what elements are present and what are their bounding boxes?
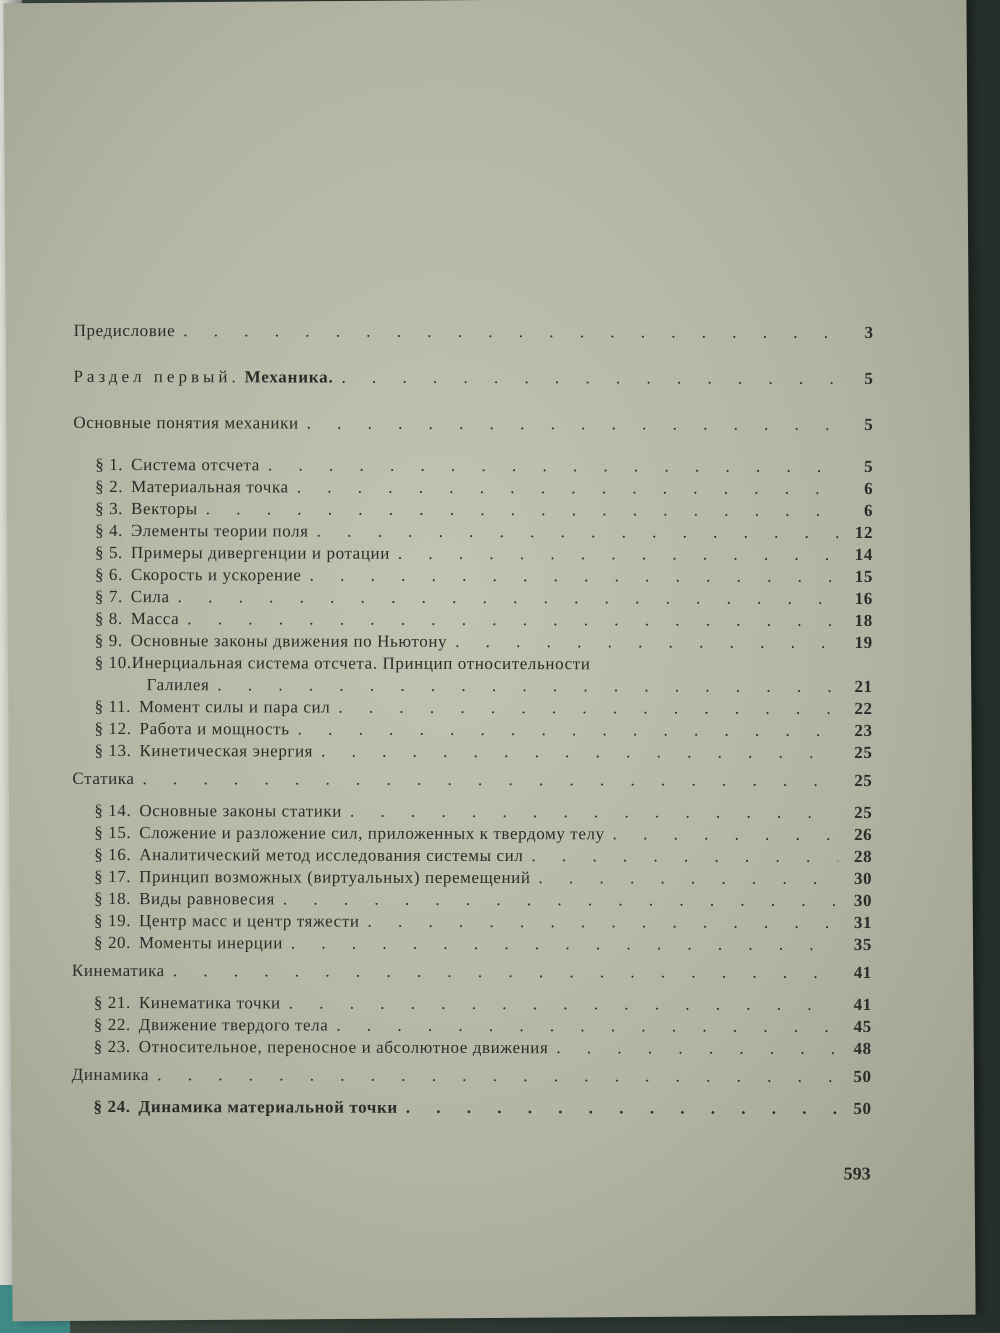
section-number: § 4. (95, 520, 124, 541)
toc-section (72, 845, 872, 869)
toc-page-number: 3 (864, 322, 874, 342)
toc-section (72, 993, 872, 1017)
toc-page-number: 50 (853, 1098, 872, 1118)
section-number: § 16. (94, 844, 132, 865)
section-number: § 11. (94, 696, 132, 717)
leader-dots (368, 912, 839, 933)
toc-section (72, 741, 872, 765)
leader-dots (283, 889, 838, 910)
toc-page-number: 23 (854, 720, 873, 740)
toc-page-number: 25 (854, 770, 873, 790)
toc-section (72, 867, 872, 891)
toc-page-number: 5 (864, 456, 874, 476)
section-number: § 12. (94, 718, 132, 739)
section-number: § 20. (93, 932, 132, 953)
section-title: Моменты инерции (138, 933, 283, 953)
toc-section (73, 609, 873, 633)
leader-dots (350, 802, 838, 823)
toc-chapter-dynamics (72, 1065, 872, 1091)
toc-page-number: 22 (854, 698, 873, 718)
leader-dots (321, 742, 838, 763)
leader-dots (539, 868, 839, 889)
toc-section (72, 801, 872, 825)
section-title: Скорость и ускорение (130, 565, 302, 585)
toc-section-multiline (73, 653, 873, 677)
section-title: Движение твердого тела (138, 1015, 329, 1035)
toc-page-number: 5 (864, 368, 874, 388)
leader-dots (183, 321, 839, 343)
section-number: § 21. (93, 992, 131, 1013)
leader-dots (398, 544, 839, 565)
section-number: § 18. (94, 888, 132, 909)
toc-page-number: 14 (854, 544, 874, 564)
leader-dots (336, 1016, 837, 1037)
toc-entry-title: Основные понятия механики (73, 412, 299, 433)
toc-entry-title: Статика (72, 768, 135, 789)
toc-page-number: 6 (864, 500, 874, 520)
toc-section (73, 697, 873, 721)
toc-section (72, 933, 872, 957)
toc-preface (74, 321, 874, 347)
section-number: § 17. (94, 866, 132, 887)
toc-entry-title: Кинематика (71, 960, 165, 981)
toc-page-number: 19 (854, 632, 873, 652)
toc-page-number: 41 (853, 962, 872, 982)
section-title: Сила (130, 587, 170, 607)
leader-dots (268, 455, 839, 476)
toc-section (72, 889, 872, 913)
leader-dots (317, 522, 840, 543)
leader-dots (298, 719, 839, 740)
section-title: Динамика материальной точки (138, 1097, 398, 1117)
toc-page-number: 6 (864, 478, 874, 498)
toc-page-number: 26 (854, 824, 873, 844)
part-prefix: Раздел первый. (73, 366, 240, 387)
toc-section (73, 455, 873, 479)
leader-dots (556, 1038, 837, 1059)
section-title: Сложение и разложение сил, приложенных к твердому телу (139, 823, 605, 844)
leader-dots (206, 499, 839, 521)
leader-dots (338, 698, 838, 719)
section-number: § 19. (94, 910, 132, 931)
leader-dots (297, 477, 840, 498)
toc-section (73, 477, 873, 501)
toc-entry-title: Предисловие (73, 320, 176, 341)
toc-section (73, 719, 873, 743)
section-number: § 7. (94, 586, 123, 607)
toc-section-continuation (73, 675, 873, 699)
section-title: Основные законы статики (139, 801, 343, 821)
section-title: Векторы (131, 499, 198, 519)
leader-dots (178, 587, 839, 609)
leader-dots (187, 609, 839, 631)
toc-section (73, 565, 873, 589)
section-title: Принцип возможных (виртуальных) перемещений (139, 867, 531, 888)
section-title: Аналитический метод исследования системы сил (139, 845, 524, 866)
section-title: Материальная точка (131, 477, 289, 497)
section-number: § 8. (94, 608, 123, 629)
section-title: Примеры дивергенции и ротации (130, 543, 390, 563)
toc-page-number: 18 (854, 610, 873, 630)
section-title: Основные законы движения по Ньютону (130, 631, 448, 651)
section-number: § 14. (94, 800, 132, 821)
section-title-line2: Галилея (146, 675, 210, 695)
section-number: § 23. (93, 1036, 131, 1057)
section-number: § 24. (93, 1096, 131, 1117)
toc-page-number: 5 (864, 414, 874, 434)
toc-page-number: 15 (854, 566, 873, 586)
toc-section (72, 911, 872, 935)
leader-dots (307, 414, 840, 435)
section-number: § 3. (95, 498, 124, 519)
leader-dots (173, 961, 838, 983)
toc-section (73, 631, 873, 655)
part-title: Механика. (244, 367, 334, 387)
section-number: § 5. (94, 542, 123, 563)
toc-page-number: 16 (854, 588, 873, 608)
toc-page-number: 31 (853, 912, 873, 932)
toc-section (72, 1097, 872, 1121)
toc-section (72, 1015, 872, 1039)
toc-section (73, 499, 873, 523)
toc-entry-title: Динамика (71, 1064, 150, 1085)
toc-page-number: 12 (854, 522, 874, 542)
toc-page-number: 30 (853, 890, 873, 910)
section-title: Относительное, переносное и абсолютное движения (138, 1037, 549, 1058)
leader-dots (310, 566, 839, 587)
toc-page-number: 28 (854, 846, 873, 866)
section-title: Элементы теории поля (130, 521, 309, 541)
leader-dots (455, 632, 839, 653)
leader-dots (341, 368, 839, 389)
leader-dots (531, 846, 838, 867)
section-title: Кинетическая энергия (139, 741, 314, 761)
section-number: § 15. (94, 822, 132, 843)
leader-dots (289, 993, 838, 1014)
toc-page-number: 50 (853, 1066, 872, 1086)
section-title: Масса (130, 609, 180, 629)
section-title: Виды равновесия (139, 889, 275, 909)
section-number: § 6. (94, 564, 123, 585)
section-number: § 10. (94, 652, 132, 673)
toc-page-number: 35 (853, 934, 873, 954)
section-number: § 9. (94, 630, 123, 651)
table-of-contents (72, 321, 874, 1121)
toc-page-number: 45 (853, 1016, 872, 1036)
leader-dots (291, 933, 838, 954)
section-number: § 13. (94, 740, 132, 761)
book-page (3, 0, 975, 1321)
leader-dots (613, 824, 839, 845)
section-title: Центр масс и центр тяжести (139, 911, 360, 931)
toc-chapter-statics (72, 769, 872, 795)
toc-chapter-basics (73, 413, 873, 439)
leader-dots (157, 1065, 838, 1087)
toc-section (72, 1037, 872, 1061)
toc-part-heading (73, 367, 873, 393)
toc-page-number: 21 (854, 676, 873, 696)
leader-dots (217, 675, 838, 697)
leader-dots (406, 1098, 838, 1119)
toc-page-number: 48 (853, 1038, 872, 1058)
leader-dots (143, 769, 839, 791)
toc-section (73, 521, 873, 545)
section-title: Система отсчета (131, 455, 260, 475)
toc-page-number: 30 (853, 868, 873, 888)
toc-section (73, 587, 873, 611)
toc-page-number: 25 (854, 802, 873, 822)
section-number: § 1. (95, 454, 124, 475)
section-number: § 22. (93, 1014, 131, 1035)
section-title-line1: Инерциальная система отсчета. Принцип относительности (131, 653, 591, 674)
toc-page-number: 25 (854, 742, 873, 762)
toc-page-number: 41 (853, 994, 872, 1014)
section-title: Момент силы и пара сил (138, 697, 331, 717)
page-folio-number: 593 (843, 1163, 871, 1184)
toc-section (72, 823, 872, 847)
toc-chapter-kinematics (72, 961, 872, 987)
section-number: § 2. (95, 476, 124, 497)
section-title: Работа и мощность (139, 719, 290, 739)
section-title: Кинематика точки (138, 993, 281, 1013)
toc-section (73, 543, 873, 567)
